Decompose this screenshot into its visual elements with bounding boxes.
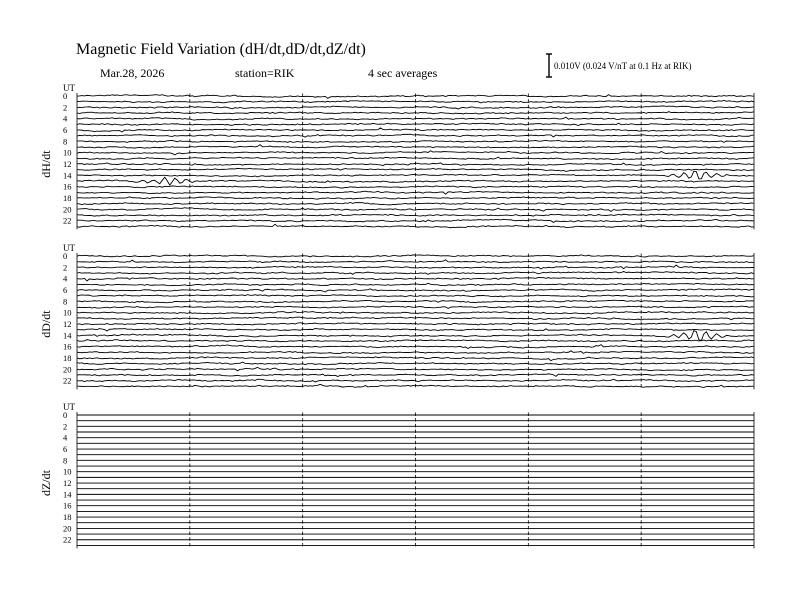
hour-row xyxy=(63,274,754,284)
hour-tick-label: 12 xyxy=(63,319,72,330)
hour-row xyxy=(77,223,754,229)
hour-tick-label: 20 xyxy=(63,204,72,215)
hour-row xyxy=(77,281,754,287)
hour-row xyxy=(77,361,754,367)
hour-row xyxy=(63,91,754,101)
hour-row xyxy=(63,182,754,192)
hour-row xyxy=(77,338,754,344)
hour-row xyxy=(77,155,754,161)
hour-tick-label: 4 xyxy=(63,273,68,284)
hour-row xyxy=(77,293,754,299)
hour-tick-label: 6 xyxy=(63,285,68,296)
hour-row xyxy=(63,535,754,545)
averaging-label: 4 sec averages xyxy=(368,66,438,80)
hour-row xyxy=(63,136,754,146)
hour-tick-label: 16 xyxy=(63,341,72,352)
hour-row xyxy=(63,410,754,420)
hour-row xyxy=(77,201,754,207)
hour-row xyxy=(63,125,754,135)
hour-tick-label: 14 xyxy=(63,330,72,341)
hour-row xyxy=(63,523,754,533)
scale-label: 0.010V (0.024 V/nT at 0.1 Hz at RIK) xyxy=(554,61,692,71)
hour-tick-label: 22 xyxy=(63,375,72,386)
hour-row xyxy=(63,204,754,214)
hour-tick-label: 8 xyxy=(63,296,68,307)
hour-row xyxy=(77,259,754,265)
hour-tick-label: 12 xyxy=(63,478,72,489)
hour-row xyxy=(63,159,754,169)
hour-tick-label: 14 xyxy=(63,489,72,500)
hour-row xyxy=(77,542,754,548)
hour-tick-label: 10 xyxy=(63,466,72,477)
hour-tick-label: 16 xyxy=(63,500,72,511)
hour-row xyxy=(77,497,754,503)
hour-tick-label: 0 xyxy=(63,251,68,261)
hour-row xyxy=(77,99,754,105)
hour-tick-label: 18 xyxy=(63,193,72,204)
hour-row xyxy=(77,270,754,276)
hour-tick-label: 2 xyxy=(63,421,68,432)
hour-row xyxy=(77,508,754,514)
hour-row xyxy=(77,304,754,310)
hour-tick-label: 2 xyxy=(63,262,68,273)
hour-tick-label: 22 xyxy=(63,534,72,545)
panel-dzdt xyxy=(39,402,754,548)
hour-row xyxy=(77,167,754,173)
hour-row xyxy=(63,433,754,443)
hour-row xyxy=(63,216,754,226)
panels xyxy=(39,83,754,548)
hour-row xyxy=(77,189,754,195)
hour-row xyxy=(63,364,754,374)
hour-row xyxy=(77,110,754,116)
hour-tick-label: 4 xyxy=(63,113,68,124)
hour-tick-label: 8 xyxy=(63,455,68,466)
hour-row xyxy=(63,262,754,272)
hour-tick-label: 20 xyxy=(63,364,72,375)
hour-row xyxy=(63,102,754,112)
hour-row xyxy=(77,474,754,480)
hour-row xyxy=(63,285,754,295)
hour-row xyxy=(77,212,754,218)
hour-row xyxy=(63,467,754,477)
hour-tick-label: 18 xyxy=(63,512,72,523)
hour-row xyxy=(63,148,754,158)
hour-row xyxy=(77,463,754,469)
hour-tick-label: 6 xyxy=(63,125,68,136)
hour-row xyxy=(63,501,754,511)
hour-tick-label: 22 xyxy=(63,215,72,226)
hour-tick-label: 0 xyxy=(63,410,68,420)
panel-dhdt xyxy=(39,83,754,229)
chart-title: Magnetic Field Variation (dH/dt,dD/dt,dZ/dt) xyxy=(76,41,366,58)
hour-row xyxy=(77,177,754,185)
hour-row xyxy=(63,330,754,340)
hour-tick-label: 18 xyxy=(63,353,72,364)
hour-row xyxy=(63,308,754,318)
hour-row xyxy=(63,193,754,203)
hour-row xyxy=(63,170,754,180)
hour-row xyxy=(77,372,754,378)
hour-tick-label: 2 xyxy=(63,102,68,113)
panel-dddt xyxy=(39,243,754,389)
hour-row xyxy=(77,531,754,537)
hour-row xyxy=(77,315,754,321)
station-label: station=RIK xyxy=(235,66,295,80)
ut-axis-label: UT xyxy=(63,243,75,253)
hour-row xyxy=(77,121,754,127)
hour-tick-label: 10 xyxy=(63,307,72,318)
hour-row xyxy=(63,455,754,465)
hour-tick-label: 14 xyxy=(63,170,72,181)
hour-row xyxy=(77,418,754,424)
hour-row xyxy=(77,452,754,458)
hour-row xyxy=(77,429,754,435)
hour-row xyxy=(63,319,754,329)
hour-row xyxy=(63,342,754,352)
hour-tick-label: 16 xyxy=(63,181,72,192)
hour-tick-label: 4 xyxy=(63,432,68,443)
hour-row xyxy=(63,353,754,363)
hour-row xyxy=(77,486,754,492)
hour-tick-label: 20 xyxy=(63,523,72,534)
date-label: Mar.28, 2026 xyxy=(100,66,165,80)
hour-row xyxy=(77,440,754,446)
hour-row xyxy=(63,251,754,261)
hour-row xyxy=(63,376,754,386)
hour-tick-label: 0 xyxy=(63,91,68,101)
hour-tick-label: 10 xyxy=(63,147,72,158)
hour-row xyxy=(63,512,754,522)
ut-axis-label: UT xyxy=(63,402,75,412)
hour-row xyxy=(63,421,754,431)
hour-row xyxy=(63,444,754,454)
hour-tick-label: 8 xyxy=(63,136,68,147)
hour-tick-label: 12 xyxy=(63,159,72,170)
hour-row xyxy=(77,520,754,526)
hour-row xyxy=(63,489,754,499)
hour-row xyxy=(63,114,754,124)
y-axis-label: dH/dt xyxy=(39,150,53,178)
hour-row xyxy=(77,349,754,355)
hour-row xyxy=(63,296,754,306)
hour-row xyxy=(77,327,754,333)
ut-axis-label: UT xyxy=(63,83,75,93)
hour-row xyxy=(77,383,754,389)
hour-row xyxy=(77,133,754,139)
y-axis-label: dZ/dt xyxy=(39,470,53,497)
scale-bar xyxy=(546,54,692,77)
hour-row xyxy=(77,144,754,150)
y-axis-label: dD/dt xyxy=(39,310,53,338)
hour-row xyxy=(63,478,754,488)
hour-tick-label: 6 xyxy=(63,444,68,455)
